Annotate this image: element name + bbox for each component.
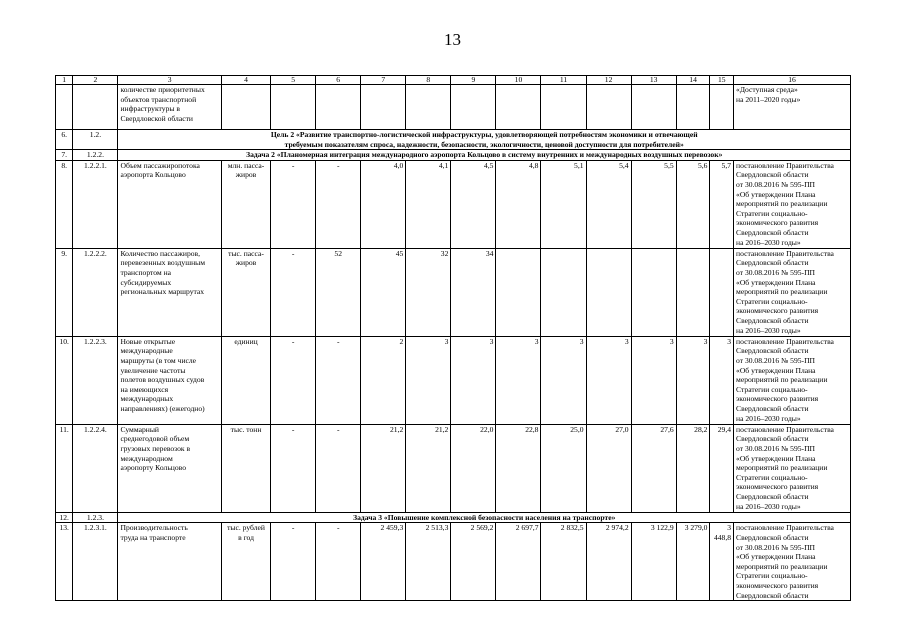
value-cell: 5,4 [586,160,631,248]
unit: единиц [221,336,270,424]
row-number: 7. [56,150,73,161]
value-cell: 3 [541,336,586,424]
header-cell: 16 [734,76,851,85]
value-cell [710,248,734,336]
value-cell: 3 [406,336,451,424]
row-code: 1.2. [73,130,118,150]
header-cell: 6 [316,76,361,85]
header-cell: 5 [271,76,316,85]
value-cell: 3 [676,336,710,424]
value-cell [361,85,406,130]
row-code [73,85,118,130]
value-cell: 21,2 [406,424,451,512]
value-cell: 4,5 [451,160,496,248]
value-cell: - [271,248,316,336]
value-cell: 3 [451,336,496,424]
header-cell: 4 [221,76,270,85]
value-cell: 28,2 [676,424,710,512]
value-cell: - [271,336,316,424]
indicators-table [55,75,851,601]
row-code: 1.2.2.1. [73,160,118,248]
task-row [56,512,851,523]
value-cell [631,85,676,130]
value-cell: 2 832,5 [541,523,586,601]
value-cell [631,248,676,336]
table-row [56,424,851,512]
value-cell: 5,7 [710,160,734,248]
value-cell: 2 513,3 [406,523,451,601]
row-code: 1.2.2.3. [73,336,118,424]
value-cell: 27,0 [586,424,631,512]
value-cell: 3 [586,336,631,424]
source-document: постановление Правительства Свердловской области от 30.08.2016 № 595-ПП «Об утверждении Плана мероприятий по реализации Стратегии социально- экономического развития Свердловской области на 2016–2030 годы» [734,424,851,512]
unit: млн. пасса- жиров [221,160,270,248]
row-number: 13. [56,523,73,601]
table-row [56,85,851,130]
value-cell: - [316,160,361,248]
indicator-name: Объем пассажиропотока аэропорта Кольцово [118,160,221,248]
row-number: 11. [56,424,73,512]
value-cell: 3 [631,336,676,424]
value-cell: 3 279,0 [676,523,710,601]
indicator-name: количестве приоритетных объектов транспортной инфраструктуры в Свердловской области [118,85,221,130]
value-cell: 4,0 [361,160,406,248]
value-cell: 22,8 [496,424,541,512]
row-code: 1.2.2.4. [73,424,118,512]
unit: тыс. пасса- жиров [221,248,270,336]
task-row [56,150,851,161]
header-cell: 10 [496,76,541,85]
value-cell [541,85,586,130]
value-cell: 45 [361,248,406,336]
indicator-name: Производительность труда на транспорте [118,523,221,601]
table-row [56,523,851,601]
header-cell: 9 [451,76,496,85]
value-cell [316,85,361,130]
value-cell [271,85,316,130]
value-cell [676,248,710,336]
row-code: 1.2.3. [73,512,118,523]
header-cell: 11 [541,76,586,85]
header-cell: 8 [406,76,451,85]
header-cell: 13 [631,76,676,85]
section-title: Цель 2 «Развитие транспортно-логистической инфраструктуры, удовлетворяющей потребностям экономики и отвечающей требуемым показателям спроса, надежности, безопасности, экологичности, ценовой доступности для потребителей» [118,130,851,150]
unit: тыс. рублей в год [221,523,270,601]
unit: тыс. тонн [221,424,270,512]
row-number: 8. [56,160,73,248]
value-cell: 34 [451,248,496,336]
value-cell: 3 [496,336,541,424]
header-cell: 7 [361,76,406,85]
value-cell: 5,6 [676,160,710,248]
row-number: 9. [56,248,73,336]
value-cell: - [316,424,361,512]
value-cell: 25,0 [541,424,586,512]
source-document: постановление Правительства Свердловской области от 30.08.2016 № 595-ПП «Об утверждении Плана мероприятий по реализации Стратегии социально- экономического развития Свердловской области на 2016–2030 годы» [734,160,851,248]
source-document: постановление Правительства Свердловской области от 30.08.2016 № 595-ПП «Об утверждении Плана мероприятий по реализации Стратегии социально- экономического развития Свердловской области на 2016–2030 годы» [734,336,851,424]
header-cell: 1 [56,76,73,85]
value-cell: 4,1 [406,160,451,248]
header-cell: 3 [118,76,221,85]
value-cell: 3 [710,336,734,424]
value-cell: - [271,160,316,248]
value-cell: 29,4 [710,424,734,512]
row-number: 12. [56,512,73,523]
indicator-name: Количество пассажиров, перевезенных воздушным транспортом на субсидируемых региональных маршрутах [118,248,221,336]
value-cell: 2 697,7 [496,523,541,601]
value-cell: 4,8 [496,160,541,248]
value-cell: 21,2 [361,424,406,512]
section-title: Задача 3 «Повышение комплексной безопасности населения на транспорте» [118,512,851,523]
value-cell [541,248,586,336]
header-cell: 14 [676,76,710,85]
value-cell: 5,1 [541,160,586,248]
value-cell: 2 459,3 [361,523,406,601]
value-cell: - [316,523,361,601]
value-cell: 2 [361,336,406,424]
goal-row [56,130,851,150]
source-document: постановление Правительства Свердловской области от 30.08.2016 № 595-ПП «Об утверждении Плана мероприятий по реализации Стратегии социально- экономического развития Свердловской области на 2016–2030 годы» [734,248,851,336]
value-cell: 5,5 [631,160,676,248]
header-cell: 12 [586,76,631,85]
row-number: 10. [56,336,73,424]
header-cell: 2 [73,76,118,85]
value-cell [586,85,631,130]
value-cell [710,85,734,130]
row-code: 1.2.3.1. [73,523,118,601]
page-number: 13 [444,30,461,49]
value-cell [406,85,451,130]
value-cell: 32 [406,248,451,336]
indicator-name: Суммарный среднегодовой объем грузовых перевозок в международном аэропорту Кольцово [118,424,221,512]
row-number: 6. [56,130,73,150]
row-code: 1.2.2.2. [73,248,118,336]
value-cell [676,85,710,130]
table-row [56,160,851,248]
value-cell: - [271,424,316,512]
table-row [56,248,851,336]
value-cell: 27,6 [631,424,676,512]
value-cell: 3 122,9 [631,523,676,601]
row-code: 1.2.2. [73,150,118,161]
header-row [56,76,851,85]
value-cell: 2 974,2 [586,523,631,601]
source-document: постановление Правительства Свердловской области от 30.08.2016 № 595-ПП «Об утверждении Плана мероприятий по реализации Стратегии социально- экономического развития Свердловской области [734,523,851,601]
value-cell: 2 569,2 [451,523,496,601]
value-cell: 52 [316,248,361,336]
value-cell: 22,0 [451,424,496,512]
section-title: Задача 2 «Планомерная интеграция международного аэропорта Кольцово в систему внутренних и международных воздушных перевозок» [118,150,851,161]
value-cell: - [316,336,361,424]
source-document: «Доступная среда» на 2011–2020 годы» [734,85,851,130]
value-cell [586,248,631,336]
value-cell [496,85,541,130]
table-row [56,336,851,424]
value-cell: - [271,523,316,601]
row-number [56,85,73,130]
header-cell: 15 [710,76,734,85]
indicator-name: Новые открытые международные маршруты (в том числе увеличение частоты полетов воздушных судов на имеющихся международных направлениях) (ежегодно) [118,336,221,424]
value-cell: 3 448,8 [710,523,734,601]
unit [221,85,270,130]
value-cell [496,248,541,336]
value-cell [451,85,496,130]
